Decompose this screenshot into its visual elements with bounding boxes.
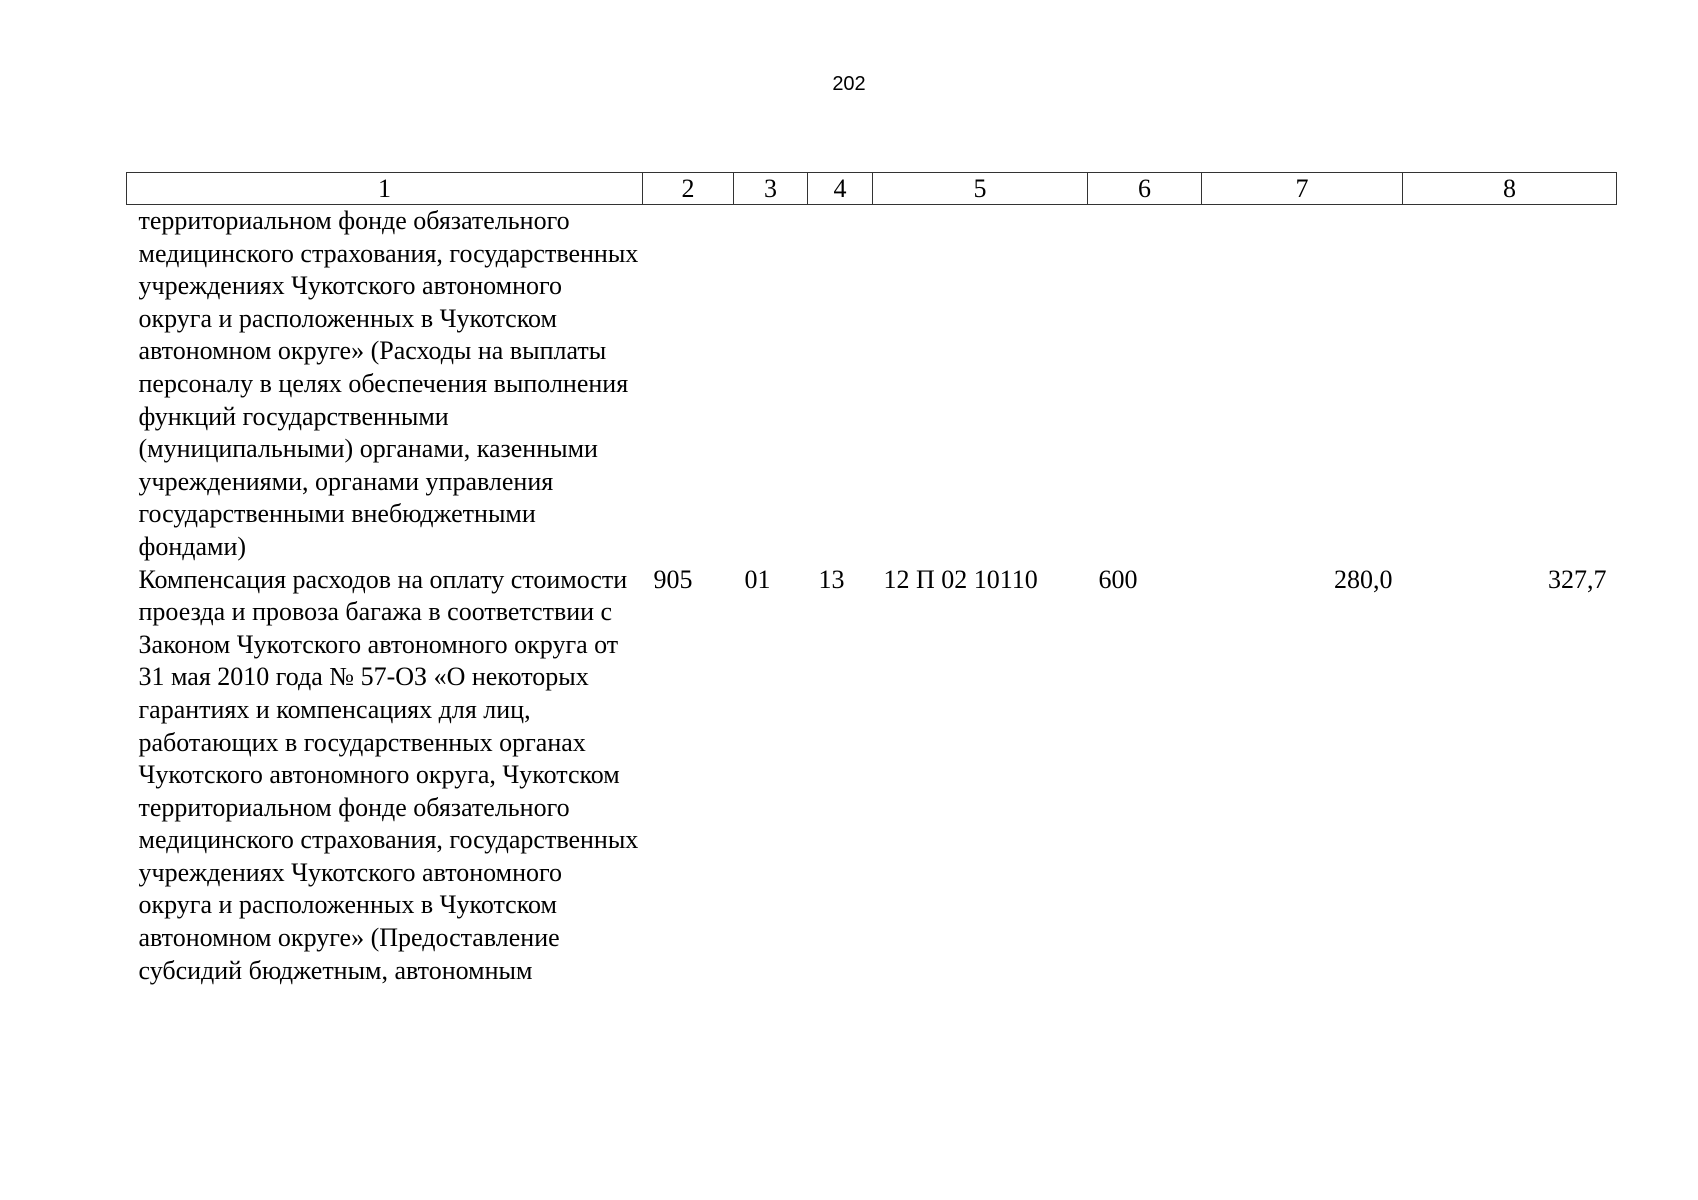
column-header-3: 3	[734, 173, 808, 205]
cell-ministry: 905	[653, 564, 693, 594]
cell-expense-type: 600	[1098, 564, 1138, 594]
table-row	[127, 564, 1617, 988]
table-body	[127, 205, 1617, 988]
column-header-6: 6	[1088, 173, 1202, 205]
cell-amount-2: 327,7	[1548, 564, 1607, 594]
table-header	[127, 173, 1617, 205]
cell-section	[734, 205, 808, 564]
cell-section: 01	[744, 564, 771, 594]
cell-amount-1: 280,0	[1334, 564, 1393, 594]
cell-target-article: 12 П 02 10110	[883, 564, 1038, 594]
row-description: Компенсация расходов на оплату стоимости проезда и провоза багажа в соответствии с Законом Чукотского автономного округа от 31 мая 2010 года № 57-ОЗ «О некоторых гарантиях и компенсациях для лиц, работающих в государственных органах Чукотского автономного округа, Чукотском территориальном фонде обязательного медицинского страхования, государственных учреждениях Чукотского автономного округа и расположенных в Чукотском автономном округе» (Предоставление субсидий бюджетным, автономным	[138, 564, 639, 985]
cell-ministry	[643, 205, 734, 564]
row-description: территориальном фонде обязательного медицинского страхования, государственных учреждениях Чукотского автономного округа и расположенных в Чукотском автономном округе» (Расходы на выплаты персоналу в целях обеспечения выполнения функций государственными (муниципальными) органами, казенными учреждениями, органами управления государственными внебюджетными фондами)	[138, 206, 639, 561]
cell-amount-2	[1403, 205, 1617, 564]
table-row	[127, 205, 1617, 564]
budget-table	[126, 172, 1617, 987]
column-header-1: 1	[127, 173, 643, 205]
cell-target-article	[873, 205, 1088, 564]
page-number: 202	[832, 73, 866, 95]
cell-amount-1	[1202, 205, 1403, 564]
cell-subsection	[808, 205, 873, 564]
cell-subsection: 13	[818, 564, 845, 594]
column-header-5: 5	[873, 173, 1088, 205]
column-header-2: 2	[643, 173, 734, 205]
cell-expense-type	[1088, 205, 1202, 564]
column-header-7: 7	[1202, 173, 1403, 205]
column-header-8: 8	[1403, 173, 1617, 205]
header-row	[127, 173, 1617, 205]
column-header-4: 4	[808, 173, 873, 205]
